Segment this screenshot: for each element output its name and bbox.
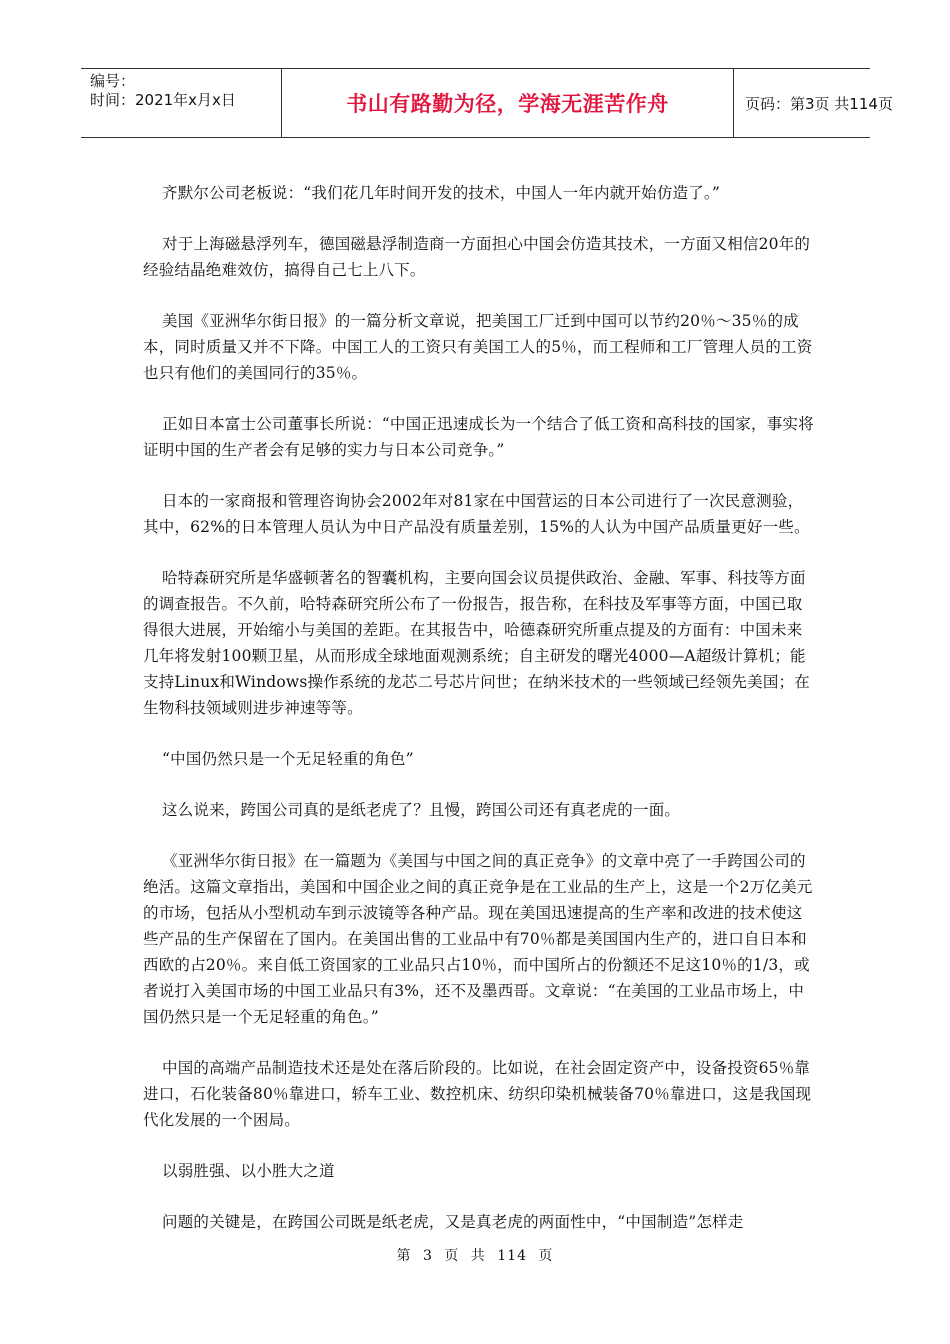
paragraph: 哈特森研究所是华盛顿著名的智囊机构，主要向国会议员提供政治、金融、军事、科技等方面的调查报告。不久前，哈特森研究所公布了一份报告，报告称，在科技及军事等方面，中国已取得很大进展，开始缩小与美国的差距。在其报告中，哈德森研究所重点提及的方面有：中国未来几年将发射100颗卫星，从而形成全球地面观测系统；自主研发的曙光4000—A超级计算机；能支持Linux和Windows操作系统的龙芯二号芯片问世；在纳米技术的一些领域已经领先美国；在生物科技领域则进步神速等等。 [143,569,810,717]
header-page-info: 页码：第3页 共114页 [745,94,893,113]
section-heading: 以弱胜强、以小胜大之道 [162,1162,335,1180]
paragraph: 美国《亚洲华尔街日报》的一篇分析文章说，把美国工厂迁到中国可以节约20％～35％的成本，同时质量又并不下降。中国工人的工资只有美国工人的5％，而工程师和工厂管理人员的工资也只有他们的美国同行的35％。 [143,312,813,382]
document-number-label: 编号： [90,72,136,90]
paragraph: 齐默尔公司老板说：“我们花几年时间开发的技术，中国人一年内就开始仿造了。” [162,184,721,202]
document-date: 时间：2021年x月x日 [90,91,236,109]
paragraph: 中国的高端产品制造技术还是处在落后阶段的。比如说，在社会固定资产中，设备投资65％靠进口，石化装备80％靠进口，轿车工业、数控机床、纺织印染机械装备70％靠进口，这是我国现代化发展的一个困局。 [143,1059,812,1129]
header-motto-cell [282,69,734,137]
document-body [143,180,815,1235]
section-heading: “中国仍然只是一个无足轻重的角色” [162,750,414,768]
paragraph: 《亚洲华尔街日报》在一篇题为《美国与中国之间的真正竞争》的文章中亮了一手跨国公司的绝活。这篇文章指出，美国和中国企业之间的真正竞争是在工业品的生产上，这是一个2万亿美元的市场，包括从小型机动车到示波镜等各种产品。现在美国迅速提高的生产率和改进的技术使这些产品的生产保留在了国内。在美国出售的工业品中有70％都是美国国内生产的，进口自日本和西欧的占20％。来自低工资国家的工业品只占10％，而中国所占的份额还不足这10％的1/3，或者说打入美国市场的中国工业品只有3%，还不及墨西哥。文章说：“在美国的工业品市场上，中国仍然只是一个无足轻重的角色。” [143,852,813,1026]
header-meta-cell [81,69,282,137]
paragraph: 正如日本富士公司董事长所说：“中国正迅速成长为一个结合了低工资和高科技的国家，事实将证明中国的生产者会有足够的实力与日本公司竞争。” [143,415,814,459]
paragraph: 这么说来，跨国公司真的是纸老虎了？且慢，跨国公司还有真老虎的一面。 [162,801,681,819]
page-footer: 第 3 页 共 114 页 [396,1248,554,1264]
document-header [81,68,893,138]
paragraph: 对于上海磁悬浮列车，德国磁悬浮制造商一方面担心中国会仿造其技术，一方面又相信20年的经验结晶绝难效仿，搞得自己七上八下。 [143,235,811,279]
header-page-info-cell [734,69,893,137]
paragraph: 日本的一家商报和管理咨询协会2002年对81家在中国营运的日本公司进行了一次民意测验，其中，62%的日本管理人员认为中日产品没有质量差别，15%的人认为中国产品质量更好一些。 [143,492,810,536]
header-motto: 书山有路勤为径，学海无涯苦作舟 [346,92,669,116]
paragraph: 问题的关键是，在跨国公司既是纸老虎，又是真老虎的两面性中，“中国制造”怎样走 [162,1213,744,1231]
